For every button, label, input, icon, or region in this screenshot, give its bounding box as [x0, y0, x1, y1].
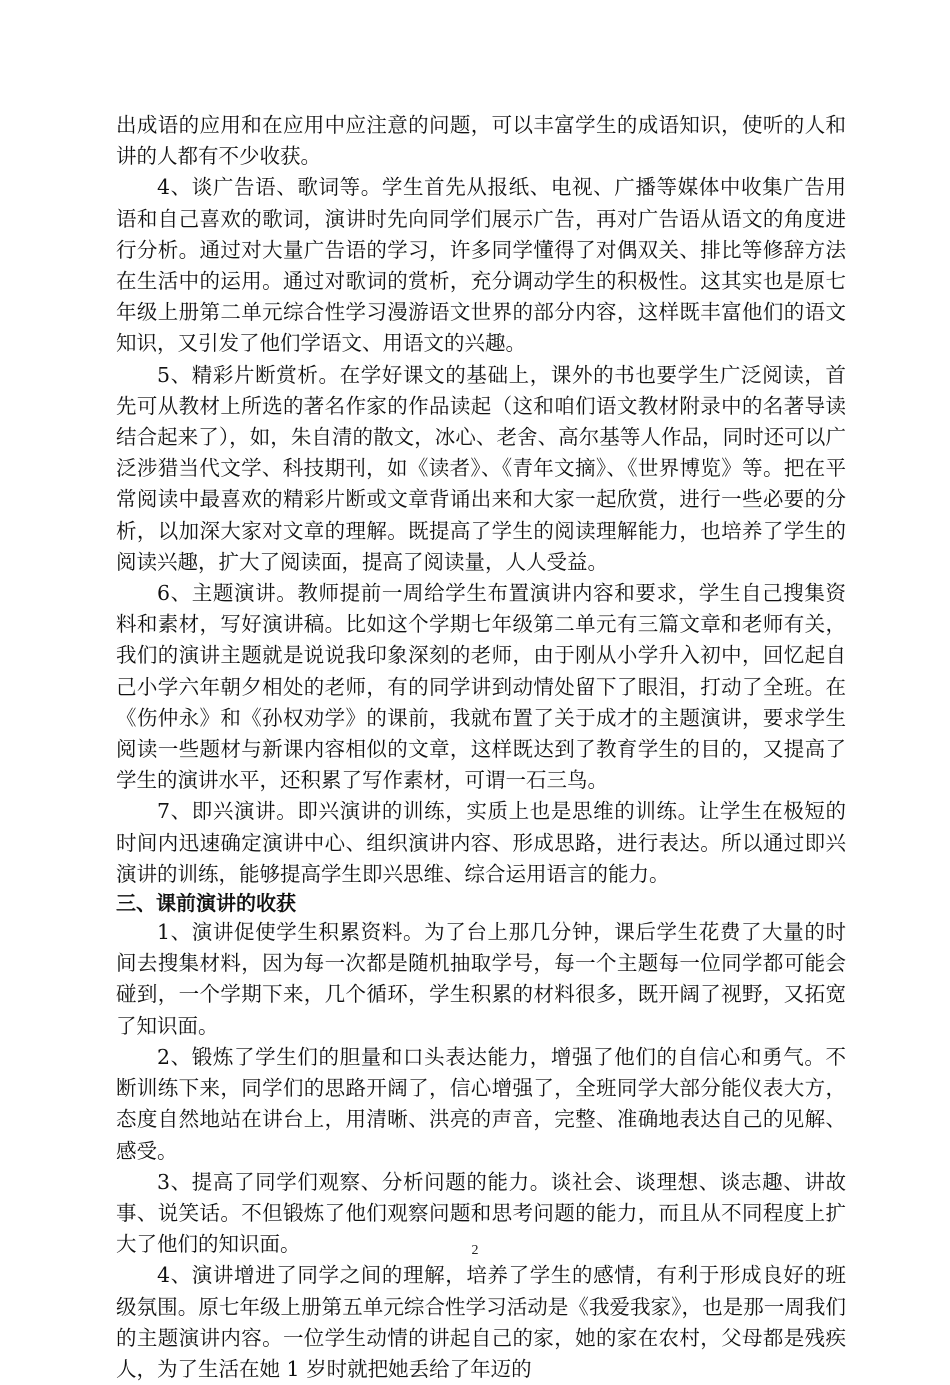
paragraph-gain-3: 3、提高了同学们观察、分析问题的能力。谈社会、谈理想、谈志趣、讲故事、说笑话。不但锻炼了他们观察问题和思考问题的能力，而且从不同程度上扩大了他们的知识面。 — [116, 1169, 846, 1257]
paragraph-gain-1: 1、演讲促使学生积累资料。为了台上那几分钟，课后学生花费了大量的时间去搜集材料，因为每一次都是随机抽取学号，每一个主题每一位同学都可能会碰到，一个学期下来，几个循环，学生积累的材料很多，既开阔了视野，又拓宽了知识面。 — [116, 920, 846, 1038]
document-body — [116, 110, 846, 1385]
section-heading: 三、课前演讲的收获 — [116, 891, 296, 916]
paragraph-item-6: 6、主题演讲。教师提前一周给学生布置演讲内容和要求，学生自己搜集资料和素材，写好演讲稿。比如这个学期七年级第二单元有三篇文章和老师有关，我们的演讲主题就是说说我印象深刻的老师，由于刚从小学升入初中，回忆起自己小学六年朝夕相处的老师，有的同学讲到动情处留下了眼泪，打动了全班。在《伤仲永》和《孙权劝学》的课前，我就布置了关于成才的主题演讲，要求学生阅读一些题材与新课内容相似的文章，这样既达到了教育学生的目的，又提高了学生的演讲水平，还积累了写作素材，可谓一石三鸟。 — [116, 581, 846, 793]
paragraph-item-4: 4、谈广告语、歌词等。学生首先从报纸、电视、广播等媒体中收集广告用语和自己喜欢的歌词，演讲时先向同学们展示广告，再对广告语从语文的角度进行分析。通过对大量广告语的学习，许多同学懂得了对偶双关、排比等修辞方法在生活中的运用。通过对歌词的赏析，充分调动学生的积极性。这其实也是原七年级上册第二单元综合性学习漫游语文世界的部分内容，这样既丰富他们的语文知识，又引发了他们学语文、用语文的兴趣。 — [116, 175, 846, 356]
page-number: 2 — [471, 1243, 479, 1258]
paragraph-item-5: 5、精彩片断赏析。在学好课文的基础上，课外的书也要学生广泛阅读，首先可从教材上所选的著名作家的作品读起（这和咱们语文教材附录中的名著导读结合起来了），如，朱自清的散文，冰心、老舍、高尔基等人作品，同时还可以广泛涉猎当代文学、科技期刊，如《读者》、《青年文摘》、《世界博览》等。把在平常阅读中最喜欢的精彩片断或文章背诵出来和大家一起欣赏，进行一些必要的分析，以加深大家对文章的理解。既提高了学生的阅读理解能力，也培养了学生的阅读兴趣，扩大了阅读面，提高了阅读量，人人受益。 — [116, 362, 846, 574]
paragraph-gain-4: 4、演讲增进了同学之间的理解，培养了学生的感情，有利于形成良好的班级氛围。原七年级上册第五单元综合性学习活动是《我爱我家》，也是那一周我们的主题演讲内容。一位学生动情的讲起自己的家，她的家在农村，父母都是残疾人，为了生活在她 1 岁时就把她丢给了年迈的 — [116, 1263, 846, 1381]
paragraph-gain-2: 2、锻炼了学生们的胆量和口头表达能力，增强了他们的自信心和勇气。不断训练下来，同学们的思路开阔了，信心增强了，全班同学大部分能仪表大方，态度自然地站在讲台上，用清晰、洪亮的声音，完整、准确地表达自己的见解、感受。 — [116, 1044, 846, 1163]
paragraph-continued: 出成语的应用和在应用中应注意的问题，可以丰富学生的成语知识，使听的人和讲的人都有不少收获。 — [116, 113, 846, 169]
paragraph-item-7: 7、即兴演讲。即兴演讲的训练，实质上也是思维的训练。让学生在极短的时间内迅速确定演讲中心、组织演讲内容、形成思路，进行表达。所以通过即兴演讲的训练，能够提高学生即兴思维、综合运用语言的能力。 — [116, 799, 846, 886]
